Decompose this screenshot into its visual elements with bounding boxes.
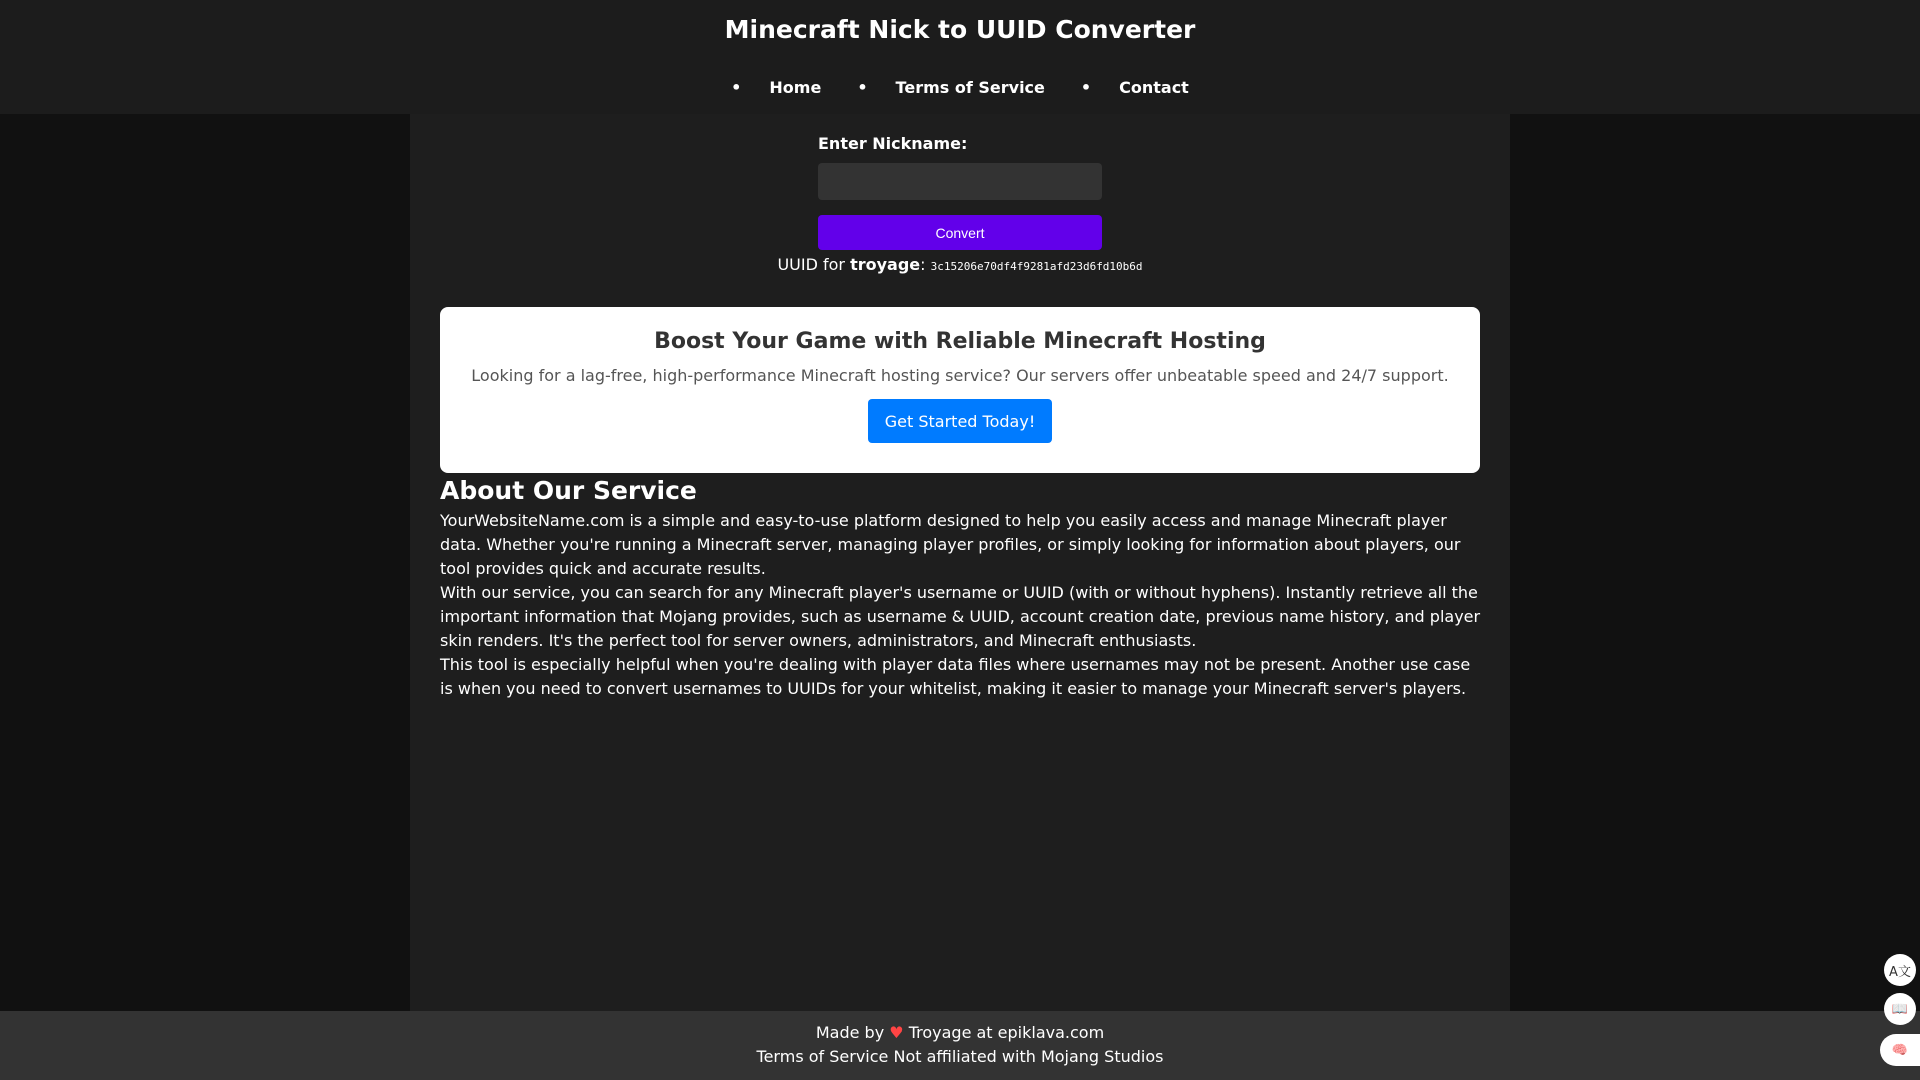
main-content	[410, 114, 1510, 1011]
uuid-sep: :	[920, 255, 926, 274]
get-started-button[interactable]: Get Started Today!	[868, 399, 1052, 443]
reader-icon[interactable]: 📖	[1884, 993, 1916, 1025]
uuid-result	[410, 255, 1510, 274]
uuid-prefix: UUID for	[777, 255, 845, 274]
heart-icon: ♥	[889, 1023, 904, 1042]
hosting-ad	[440, 307, 1480, 473]
translate-icon[interactable]: A文	[1884, 954, 1916, 986]
uuid-value: 3c15206e70df4f9281afd23d6fd10b6d	[930, 260, 1143, 273]
ad-text: Looking for a lag-free, high-performance Minecraft hosting service? Our servers offer unbeatable speed and 24/7 support.	[471, 366, 1449, 385]
nav-contact[interactable]: • Contact	[1081, 78, 1189, 97]
ai-brain-icon[interactable]: 🧠	[1880, 1034, 1920, 1066]
convert-button[interactable]: Convert	[818, 215, 1102, 250]
about-title: About Our Service	[440, 476, 697, 505]
about-paragraph: With our service, you can search for any Minecraft player's username or UUID (with or without hyphens). Instantly retrieve all the important information that Mojang provides, such as username & UUID, account creation date, previous name history, and player skin renders. It's the perfect tool for server owners, administrators, and Minecraft enthusiasts.	[440, 583, 1481, 650]
site-header	[0, 0, 1920, 114]
made-by: Made by	[815, 1023, 885, 1042]
main-nav	[0, 78, 1920, 97]
site-footer	[0, 1011, 1920, 1080]
page-title: Minecraft Nick to UUID Converter	[724, 15, 1196, 44]
about-paragraph: YourWebsiteName.com is a simple and easy-to-use platform designed to help you easily access and manage Minecraft player data. Whether you're running a Minecraft server, managing player profiles, or simply looking for information about players, our tool provides quick and accurate results.	[440, 511, 1461, 578]
author-link[interactable]: Troyage at epiklava.com	[908, 1023, 1105, 1042]
about-section	[440, 476, 1485, 701]
ad-title: Boost Your Game with Reliable Minecraft Hosting	[654, 329, 1266, 354]
nav-home[interactable]: • Home	[731, 78, 821, 97]
nav-terms[interactable]: • Terms of Service	[857, 78, 1045, 97]
disclaimer: Not affiliated with Mojang Studios	[893, 1047, 1164, 1066]
nickname-label: Enter Nickname:	[818, 134, 968, 153]
uuid-nick: troyage	[850, 255, 921, 274]
about-paragraph: This tool is especially helpful when you're dealing with player data files where usernames may not be present. Another use case is when you need to convert usernames to UUIDs for your whitelist, making it easier to manage your Minecraft server's players.	[440, 655, 1471, 698]
convert-form	[818, 134, 1102, 250]
footer-tos-link[interactable]: Terms of Service	[756, 1047, 889, 1066]
nickname-input[interactable]	[818, 163, 1102, 200]
